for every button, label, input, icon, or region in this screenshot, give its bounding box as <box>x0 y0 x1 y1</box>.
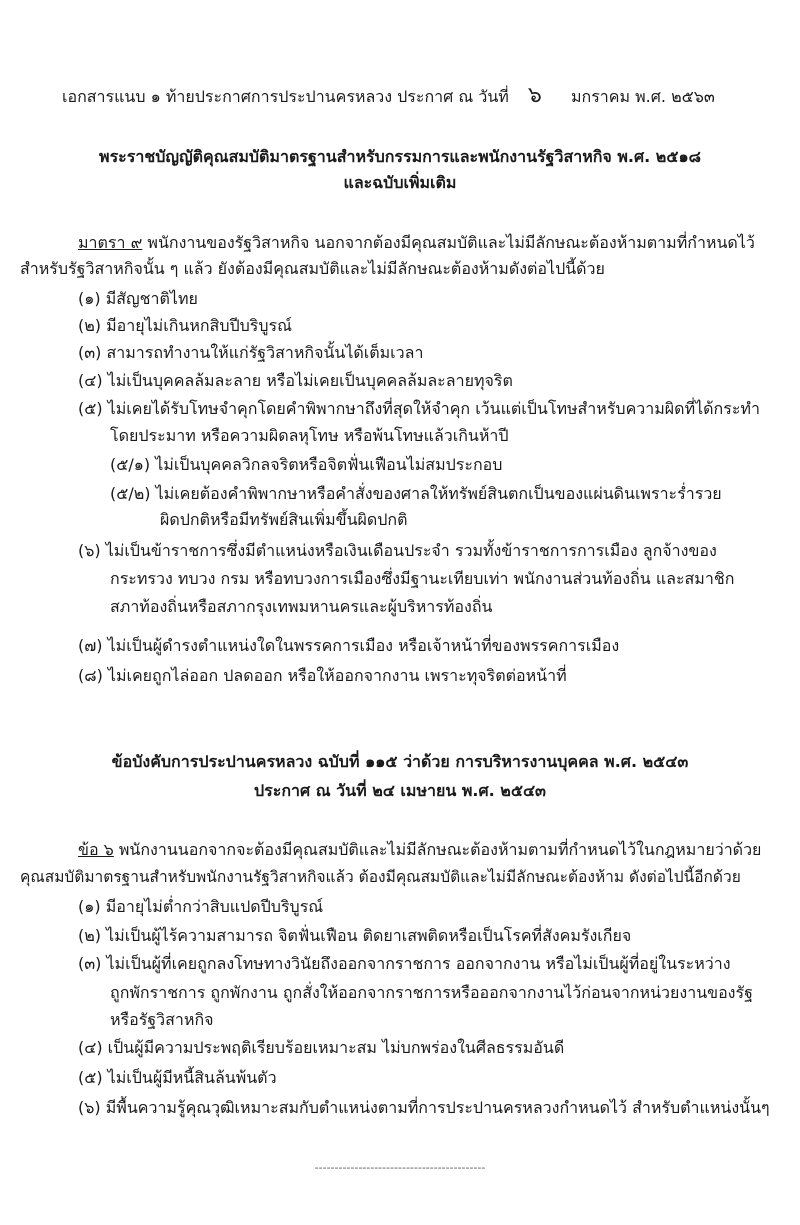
list-item: (๓) สามารถทำงานให้แก่รัฐวิสาหกิจนั้นได้เต็มเวลา <box>78 343 424 362</box>
section2-title-line1: ข้อบังคับการประปานครหลวง ฉบับที่ ๑๑๕ ว่าด้วย การบริหารงานบุคคล พ.ศ. ๒๕๔๓ <box>111 752 689 771</box>
section1-intro-line1 <box>78 231 755 255</box>
list-item: (๔) ไม่เป็นบุคคลล้มละลาย หรือไม่เคยเป็นบุคคลล้มละลายทุจริต <box>78 371 513 390</box>
list-item: (๕/๑) ไม่เป็นบุคคลวิกลจริตหรือจิตฟั่นเฟือนไม่สมประกอบ <box>110 455 503 474</box>
section2-title-line2: ประกาศ ณ วันที่ ๒๔ เมษายน พ.ศ. ๒๕๔๓ <box>254 781 546 800</box>
article-label: ข้อ ๖ <box>78 840 114 859</box>
list-item: (๓) ไม่เป็นผู้ที่เคยถูกลงโทษทางวินัยถึงออกจากราชการ ออกจากงาน หรือไม่เป็นผู้ที่อยู่ในระหว่าง <box>78 954 731 973</box>
list-item-continuation: โดยประมาท หรือความผิดลหุโทษ หรือพ้นโทษแล้วเกินห้าปี <box>110 426 509 445</box>
section2-intro-line1 <box>78 838 761 862</box>
list-item-continuation: ถูกพักราชการ ถูกพักงาน ถูกสั่งให้ออกจากราชการหรือออกจากงานไว้ก่อนจากหน่วยงานของรัฐ <box>110 983 753 1002</box>
list-item: (๒) ไม่เป็นผู้ไร้ความสามารถ จิตฟั่นเฟือน ติดยาเสพติดหรือเป็นโรคที่สังคมรังเกียจ <box>78 926 632 945</box>
list-item: (๕) ไม่เคยได้รับโทษจำคุกโดยคำพิพากษาถึงที่สุดให้จำคุก เว้นแต่เป็นโทษสำหรับความผิดที่ได้กระทำ <box>78 399 760 418</box>
footer-divider: ------------------------------------------- <box>314 1161 486 1174</box>
list-item: (๒) มีอายุไม่เกินหกสิบปีบริบูรณ์ <box>78 316 292 335</box>
list-item: (๑) มีสัญชาติไทย <box>78 289 198 308</box>
list-item: (๕) ไม่เป็นผู้มีหนี้สินล้นพ้นตัว <box>78 1068 277 1087</box>
list-item: (๘) ไม่เคยถูกไล่ออก ปลดออก หรือให้ออกจากงาน เพราะทุจริตต่อหน้าที่ <box>78 666 567 685</box>
list-item-continuation: ผิดปกติหรือมีทรัพย์สินเพิ่มขึ้นผิดปกติ <box>160 510 408 529</box>
header-suffix: มกราคม พ.ศ. ๒๕๖๓ <box>570 87 715 106</box>
list-item: (๖) มีพื้นความรู้คุณวุฒิเหมาะสมกับตำแหน่งตามที่การประปานครหลวงกำหนดไว้ สำหรับตำแหน่งนั้นๆ <box>78 1098 770 1117</box>
list-item-continuation: หรือรัฐวิสาหกิจ <box>110 1010 214 1029</box>
intro-text: พนักงานของรัฐวิสาหกิจ นอกจากต้องมีคุณสมบัติและไม่มีลักษณะต้องห้ามตามที่กำหนดไว้ <box>142 233 755 252</box>
section1-intro-line2: สำหรับรัฐวิสาหกิจนั้น ๆ แล้ว ยังต้องมีคุณสมบัติและไม่มีลักษณะต้องห้ามดังต่อไปนี้ด้วย <box>20 259 605 278</box>
section1-title-line2: และฉบับเพิ่มเติม <box>343 173 457 192</box>
list-item-continuation: กระทรวง ทบวง กรม หรือทบวงการเมืองซึ่งมีฐานะเทียบเท่า พนักงานส่วนท้องถิ่น และสมาชิก <box>110 569 735 588</box>
list-item: (๕/๒) ไม่เคยต้องคำพิพากษาหรือคำสั่งของศาลให้ทรัพย์สินตกเป็นของแผ่นดินเพราะร่ำรวย <box>110 484 722 503</box>
section1-title-line1: พระราชบัญญัติคุณสมบัติมาตรฐานสำหรับกรรมการและพนักงานรัฐวิสาหกิจ พ.ศ. ๒๕๑๘ <box>99 147 701 166</box>
list-item: (๗) ไม่เป็นผู้ดำรงตำแหน่งใดในพรรคการเมือง หรือเจ้าหน้าที่ของพรรคการเมือง <box>78 636 620 655</box>
handwritten-day: ๖ <box>527 83 542 108</box>
list-item-continuation: สภาท้องถิ่นหรือสภากรุงเทพมหานครและผู้บริหารท้องถิ่น <box>110 597 493 616</box>
section2-intro-line2: คุณสมบัติมาตรฐานสำหรับพนักงานรัฐวิสาหกิจแล้ว ต้องมีคุณสมบัติและไม่มีลักษณะต้องห้าม ดังต่อไปนี้อีกด้วย <box>20 868 741 886</box>
intro-text: พนักงานนอกจากจะต้องมีคุณสมบัติและไม่มีลักษณะต้องห้ามตามที่กำหนดไว้ในกฎหมายว่าด้วย <box>113 840 762 859</box>
article-label: มาตรา ๙ <box>78 233 143 252</box>
list-item: (๖) ไม่เป็นข้าราชการซึ่งมีตำแหน่งหรือเงินเดือนประจำ รวมทั้งข้าราชการการเมือง ลูกจ้างของ <box>78 541 717 560</box>
header-prefix: เอกสารแนบ ๑ ท้ายประกาศการประปานครหลวง ประกาศ ณ วันที่ <box>62 87 509 106</box>
attachment-header <box>62 84 715 109</box>
list-item: (๑) มีอายุไม่ต่ำกว่าสิบแปดปีบริบูรณ์ <box>78 897 324 916</box>
list-item: (๔) เป็นผู้มีความประพฤติเรียบร้อยเหมาะสม ไม่บกพร่องในศีลธรรมอันดี <box>78 1038 565 1057</box>
